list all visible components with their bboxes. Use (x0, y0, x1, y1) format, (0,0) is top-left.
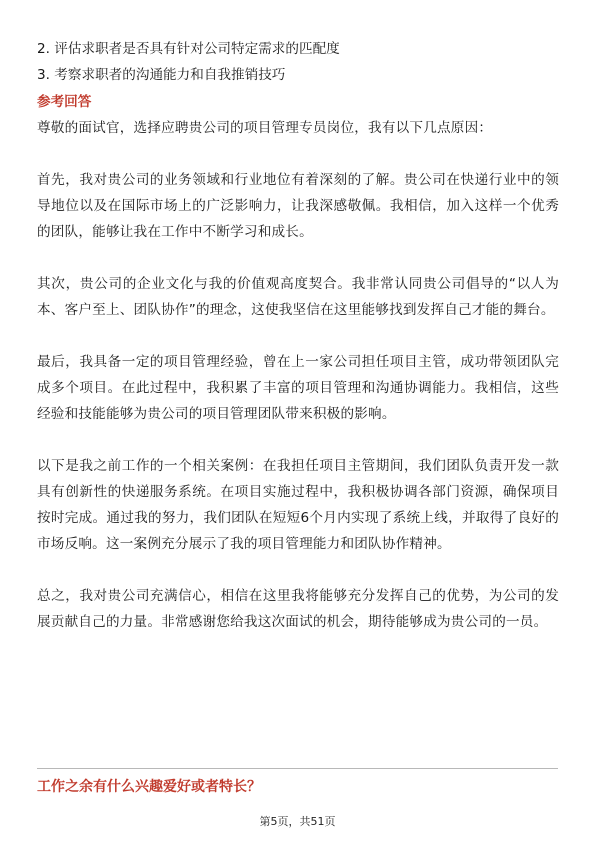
section-divider (37, 768, 558, 769)
answer-paragraph-last: 最后，我具备一定的项目管理经验，曾在上一家公司担任项目主管，成功带领团队完成多个项目。在此过程中，我积累了丰富的项目管理和沟通协调能力。我相信，这些经验和技能能够为贵公司的项目管理团队带来积极的影响。 (37, 354, 559, 422)
reference-answer-label: 参考回答 (37, 94, 92, 110)
next-question-heading: 工作之余有什么兴趣爱好或者特长？ (37, 779, 261, 795)
answer-paragraph-second: 其次，贵公司的企业文化与我的价值观高度契合。我非常认同贵公司倡导的“以人为本、客户至上、团队协作”的理念，这使我坚信在这里能够找到发挥自己才能的舞台。 (37, 276, 559, 318)
answer-paragraph-first: 首先，我对贵公司的业务领域和行业地位有着深刻的了解。贵公司在快递行业中的领导地位以及在国际市场上的广泛影响力，让我深感敬佩。我相信，加入这样一个优秀的团队，能够让我在工作中不断学习和成长。 (37, 172, 559, 240)
evaluation-point-3: 3. 考察求职者的沟通能力和自我推销技巧 (37, 67, 286, 83)
answer-paragraph-intro: 尊敬的面试官，选择应聘贵公司的项目管理专员岗位，我有以下几点原因： (37, 120, 493, 136)
page-number: 第5页，共51页 (259, 815, 336, 828)
answer-paragraph-conclusion: 总之，我对贵公司充满信心，相信在这里我将能够充分发挥自己的优势，为公司的发展贡献自己的力量。非常感谢您给我这次面试的机会，期待能够成为贵公司的一员。 (37, 588, 559, 630)
answer-paragraph-case: 以下是我之前工作的一个相关案例：在我担任项目主管期间，我们团队负责开发一款具有创新性的快递服务系统。在项目实施过程中，我积极协调各部门资源，确保项目按时完成。通过我的努力，我们团队在短短6个月内实现了系统上线，并取得了良好的市场反响。这一案例充分展示了我的项目管理能力和团队协作精神。 (37, 458, 559, 552)
answer-content (37, 36, 559, 635)
evaluation-point-2: 2. 评估求职者是否具有针对公司特定需求的匹配度 (37, 41, 340, 57)
